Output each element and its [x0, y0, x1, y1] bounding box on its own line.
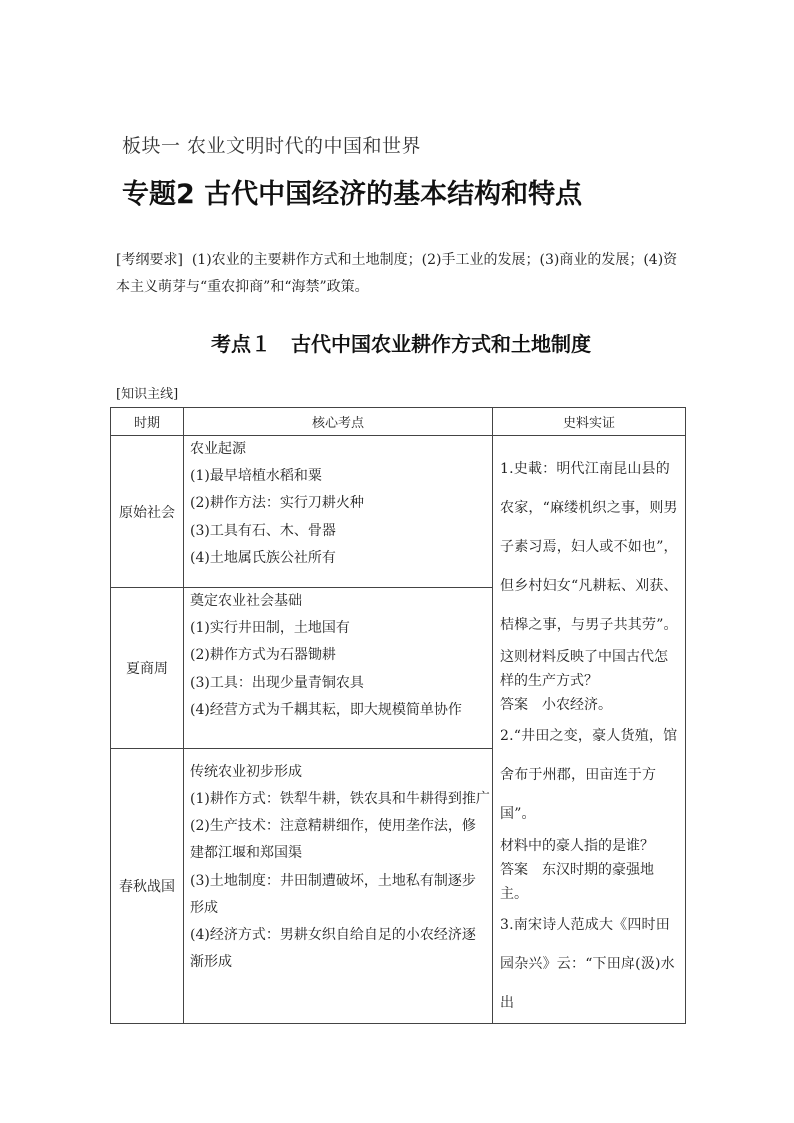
answer-tag: 答案	[500, 697, 528, 713]
evidence-answer-1	[500, 693, 681, 717]
table-row	[111, 436, 686, 588]
points-cell	[184, 748, 493, 1023]
knowledge-label: [知识主线]	[116, 387, 179, 402]
header-period: 时期	[111, 408, 184, 436]
period-cell: 原始社会	[111, 436, 184, 588]
evidence-source-1: 1.史載：明代江南昆山县的农家，“麻缕机织之事，则男子素习焉，妇人或不如也”，但乡村妇女“凡耕耘、刈获、桔槔之事，与男子共其劳”。	[500, 461, 678, 633]
page-title: 专题2 古代中国经济的基本结构和特点	[122, 179, 583, 210]
evidence-source-3: 3.南宋诗人范成大《四时田园杂兴》云：“下田戽(汲)水出	[500, 917, 675, 1011]
evidence-question-2: 材料中的豪人指的是谁？	[500, 838, 654, 854]
point-item: (3)工具：出现少量青铜农具	[190, 674, 364, 691]
period-cell: 夏商周	[111, 588, 184, 749]
point-item: (1)耕作方式：铁犁牛耕，铁农具和牛耕得到推广	[190, 791, 490, 808]
requirements-text: (1)农业的主要耕作方式和土地制度；(2)手工业的发展；(3)商业的发展；(4)资本主义萌芽与“重农抑商”和“海禁”政策。	[116, 252, 678, 295]
point-item: (2)耕作方式为石器锄耕	[190, 647, 336, 664]
point-item: (1)最早培植水稻和粟	[190, 468, 322, 485]
point-item: (4)土地属氏族公社所有	[190, 549, 336, 566]
answer-text: 小农经济。	[542, 697, 612, 713]
points-cell	[184, 436, 493, 588]
point-item: (2)耕作方法：实行刀耕火种	[190, 495, 364, 512]
header-evidence: 史料实证	[493, 408, 686, 436]
period-cell: 春秋战国	[111, 748, 184, 1023]
point-item: (3)工具有石、木、骨器	[190, 522, 336, 539]
exam-requirements	[116, 247, 682, 301]
evidence-answer-2	[500, 858, 681, 906]
point-item: (1)实行井田制，土地国有	[190, 620, 350, 637]
point-item: (4)经济方式：男耕女织自给自足的小农经济逐渐形成	[190, 927, 476, 971]
knowledge-table	[110, 407, 686, 1024]
header-core-points: 核心考点	[184, 408, 493, 436]
evidence-source-2: 2.“井田之变，豪人货殖，馆舍布于州郡，田亩连于方国”。	[500, 728, 678, 822]
point-heading: 传统农业初步形成	[190, 763, 302, 780]
section-label: 板块一 农业文明时代的中国和世界	[122, 135, 422, 157]
requirements-tag: [考纲要求]	[116, 252, 183, 268]
evidence-question-1: 这则材料反映了中国古代怎样的生产方式？	[500, 649, 668, 689]
point-heading: 农业起源	[190, 441, 246, 457]
point-item: (2)生产技术：注意精耕细作，使用垄作法，修建都江堰和郑国渠	[190, 818, 476, 862]
answer-tag: 答案	[500, 862, 528, 878]
point-item: (4)经营方式为千耦其耘，即大规模简单协作	[190, 701, 462, 718]
topic-title: 考点１ 古代中国农业耕作方式和土地制度	[211, 332, 591, 356]
evidence-cell	[493, 436, 686, 1024]
answer-text: 东汉时期的豪强地主。	[500, 862, 654, 902]
point-heading: 奠定农业社会基础	[190, 593, 302, 609]
table-header-row	[111, 408, 686, 436]
points-cell	[184, 588, 493, 749]
point-item: (3)土地制度：井田制遭破坏，土地私有制逐步形成	[190, 872, 476, 916]
